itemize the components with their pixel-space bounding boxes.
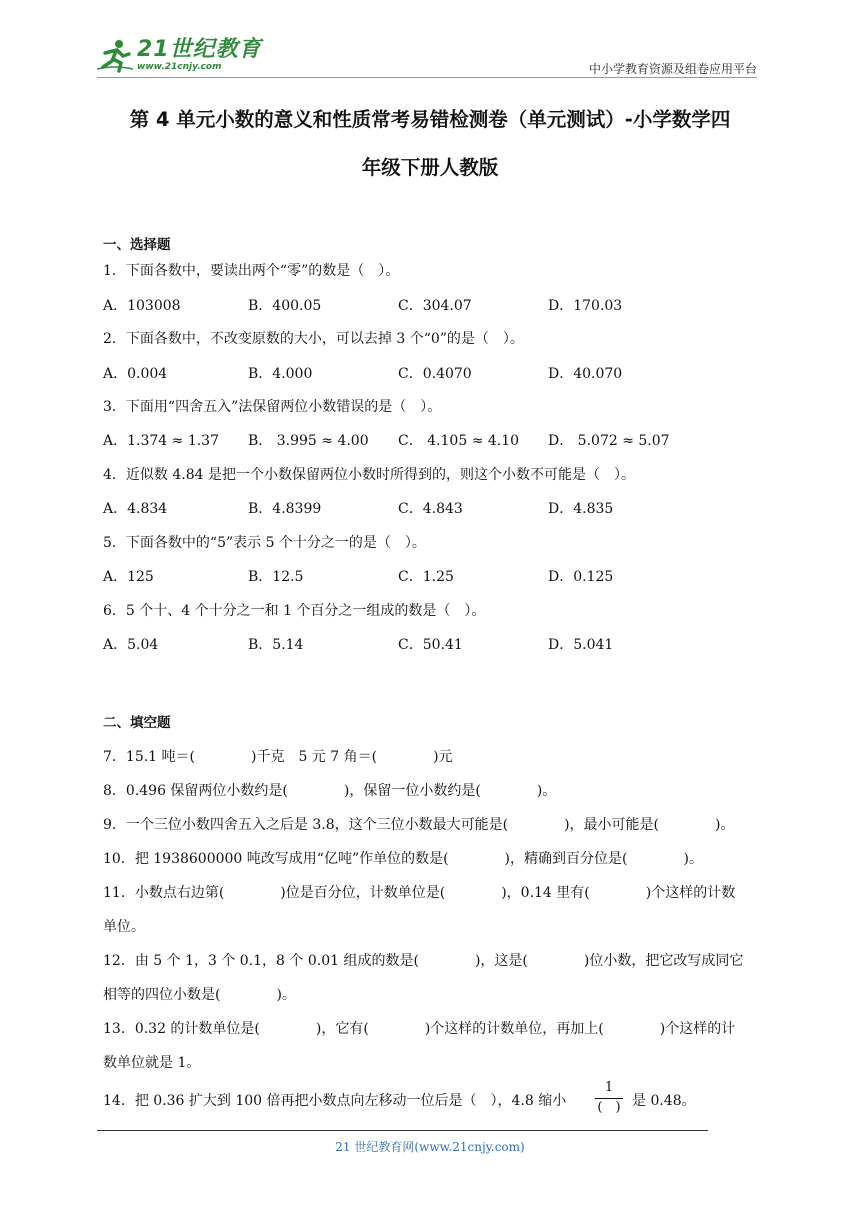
q6-option-a: A．5.04 — [103, 637, 159, 653]
fraction-bar — [595, 1098, 623, 1099]
q4-option-b: B．4.8399 — [248, 501, 322, 517]
q4-option-d: D．4.835 — [548, 501, 614, 517]
question-3: 3．下面用“四舍五入”法保留两位小数错误的是（ ）。 — [103, 399, 442, 415]
q3-option-b: B． 3.995 ≈ 4.00 — [248, 433, 369, 449]
fraction — [589, 1080, 629, 1115]
q2-option-b: B．4.000 — [248, 366, 313, 382]
question-4: 4．近似数 4.84 是把一个小数保留两位小数时所得到的，则这个小数不可能是（ ）。 — [103, 467, 635, 483]
question-9: 9．一个三位小数四舍五入之后是 3.8，这个三位小数最大可能是( )，最小可能是( )。 — [103, 817, 735, 833]
question-2: 2．下面各数中，不改变原数的大小，可以去掉 3 个“0”的是（ ）。 — [103, 331, 524, 347]
q2-option-d: D．40.070 — [548, 366, 623, 382]
footer-divider — [97, 1130, 708, 1131]
q4-option-a: A．4.834 — [103, 501, 168, 517]
q1-option-d: D．170.03 — [548, 298, 623, 314]
runner-logo-icon — [97, 39, 133, 73]
logo-url: www.21cnjy.com — [137, 62, 222, 72]
logo — [97, 36, 262, 76]
question-13-cont: 数单位就是 1。 — [103, 1055, 201, 1071]
question-14: 14．把 0.36 扩大到 100 倍再把小数点向左移动一位后是（ ），4.8 缩小 — [103, 1093, 567, 1109]
question-10: 10．把 1938600000 吨改写成用“亿吨”作单位的数是( )，精确到百分位是( )。 — [103, 851, 703, 867]
question-11-cont: 单位。 — [103, 919, 145, 935]
q1-option-b: B．400.05 — [248, 298, 322, 314]
q6-option-d: D．5.041 — [548, 637, 614, 653]
header-divider — [97, 77, 757, 78]
fraction-denominator: ( ) — [597, 1100, 621, 1115]
page-header — [97, 36, 757, 78]
q3-option-a: A．1.374 ≈ 1.37 — [103, 433, 219, 449]
question-8: 8．0.496 保留两位小数约是( )，保留一位小数约是( )。 — [103, 783, 557, 799]
q6-option-b: B．5.14 — [248, 637, 304, 653]
q1-option-a: A．103008 — [103, 298, 181, 314]
q1-option-c: C．304.07 — [398, 298, 472, 314]
doc-title-line-2: 年级下册人教版 — [361, 156, 499, 179]
logo-title: 21世纪教育 — [137, 37, 262, 62]
question-12: 12．由 5 个 1，3 个 0.1，8 个 0.01 组成的数是( )，这是( )位小数，把它改写成同它 — [103, 953, 744, 969]
q6-option-c: C．50.41 — [398, 637, 463, 653]
question-13: 13．0.32 的计数单位是( )，它有( )个这样的计数单位，再加上( )个这样的计 — [103, 1021, 736, 1037]
question-7: 7．15.1 吨＝( )千克 5 元 7 角＝( )元 — [103, 749, 453, 765]
q3-option-d: D． 5.072 ≈ 5.07 — [548, 433, 670, 449]
question-6: 6．5 个十、4 个十分之一和 1 个百分之一组成的数是（ ）。 — [103, 603, 486, 619]
question-14-end: 是 0.48。 — [632, 1093, 696, 1109]
q4-option-c: C．4.843 — [398, 501, 463, 517]
q5-option-a: A．125 — [103, 569, 154, 585]
fraction-numerator: 1 — [604, 1080, 614, 1095]
question-12-cont: 相等的四位小数是( )。 — [103, 987, 296, 1003]
section-heading-fill: 二、填空题 — [103, 715, 171, 731]
q2-option-a: A．0.004 — [103, 366, 168, 382]
question-5: 5．下面各数中的“5”表示 5 个十分之一的是（ ）。 — [103, 535, 426, 551]
footer-link[interactable]: 21 世纪教育网(www.21cnjy.com) — [335, 1140, 525, 1154]
section-heading-choice: 一、选择题 — [103, 237, 171, 253]
header-platform-text: 中小学教育资源及组卷应用平台 — [588, 62, 757, 76]
q2-option-c: C．0.4070 — [398, 366, 472, 382]
q5-option-c: C．1.25 — [398, 569, 454, 585]
question-1: 1．下面各数中，要读出两个“零”的数是（ ）。 — [103, 263, 400, 279]
q5-option-d: D．0.125 — [548, 569, 614, 585]
doc-title-line-1: 第 4 单元小数的意义和性质常考易错检测卷（单元测试）-小学数学四 — [129, 108, 731, 131]
q5-option-b: B．12.5 — [248, 569, 304, 585]
question-11: 11．小数点右边第( )位是百分位，计数单位是( )，0.14 里有( )个这样的计数 — [103, 885, 736, 901]
q3-option-c: C． 4.105 ≈ 4.10 — [398, 433, 520, 449]
